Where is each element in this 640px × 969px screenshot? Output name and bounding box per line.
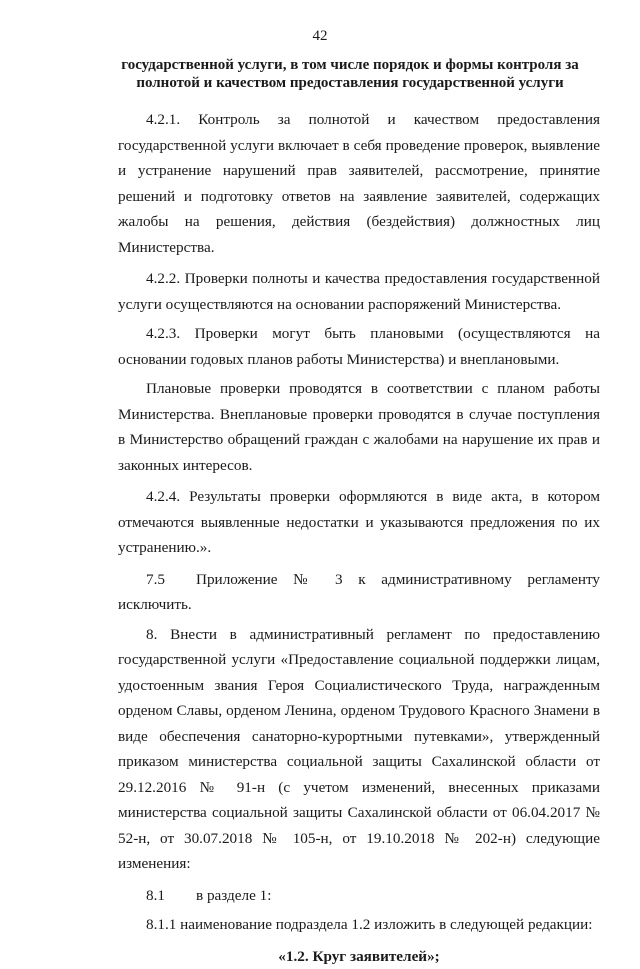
page-number: 42 xyxy=(0,28,640,45)
item-number-7-5: 7.5 xyxy=(146,567,196,593)
paragraph-8-1-1: 8.1.1 наименование подраздела 1.2 изложить в следующей редакции: xyxy=(118,912,600,938)
paragraph-4-2-4: 4.2.4. Результаты проверки оформляются в виде акта, в котором отмечаются выявленные недостатки и указываются предложения по их устранению.». xyxy=(118,484,600,561)
paragraph-4-2-2: 4.2.2. Проверки полноты и качества предоставления государственной услуги осуществляются на основании распоряжений Министерства. xyxy=(118,266,600,317)
paragraph-8-1 xyxy=(118,883,600,909)
quoted-subsection-title: «1.2. Круг заявителей»; xyxy=(118,944,600,969)
item-text-8-1: в разделе 1: xyxy=(196,887,271,904)
item-number-8-1: 8.1 xyxy=(146,883,196,909)
paragraph-7-5 xyxy=(118,567,600,618)
document-body xyxy=(118,107,600,969)
paragraph-planned-checks: Плановые проверки проводятся в соответствии с планом работы Министерства. Внеплановые проверки проводятся в случае поступления в Министерство обращений граждан с жалобами на нарушение их прав и законных интересов. xyxy=(118,376,600,478)
paragraph-4-2-1: 4.2.1. Контроль за полнотой и качеством предоставления государственной услуги включает в себя проведение проверок, выявление и устранение нарушений прав заявителей, рассмотрение, принятие решений и подготовку ответов на заявление заявителей, содержащих жалобы на решения, действия (бездействия) должностных лиц Министерства. xyxy=(118,107,600,260)
section-heading: государственной услуги, в том числе порядок и формы контроля за полнотой и качеством предоставления государственной услуги xyxy=(100,56,600,92)
item-text-7-5: Приложение № 3 к административному регламенту исключить. xyxy=(118,571,600,614)
paragraph-4-2-3: 4.2.3. Проверки могут быть плановыми (осуществляются на основании годовых планов работы Министерства) и внеплановыми. xyxy=(118,321,600,372)
paragraph-8: 8. Внести в административный регламент по предоставлению государственной услуги «Предоставление социальной поддержки лицам, удостоенным звания Героя Социалистического Труда, награжденным орденом Славы, орденом Ленина, орденом Трудового Красного Знамени в виде обеспечения санаторно-курортными путевками», утвержденный приказом министерства социальной защиты Сахалинской области от 29.12.2016 № 91-н (с учетом изменений, внесенных приказами министерства социальной защиты Сахалинской области от 06.04.2017 № 52-н, от 30.07.2018 № 105-н, от 19.10.2018 № 202-н) следующие изменения: xyxy=(118,622,600,877)
